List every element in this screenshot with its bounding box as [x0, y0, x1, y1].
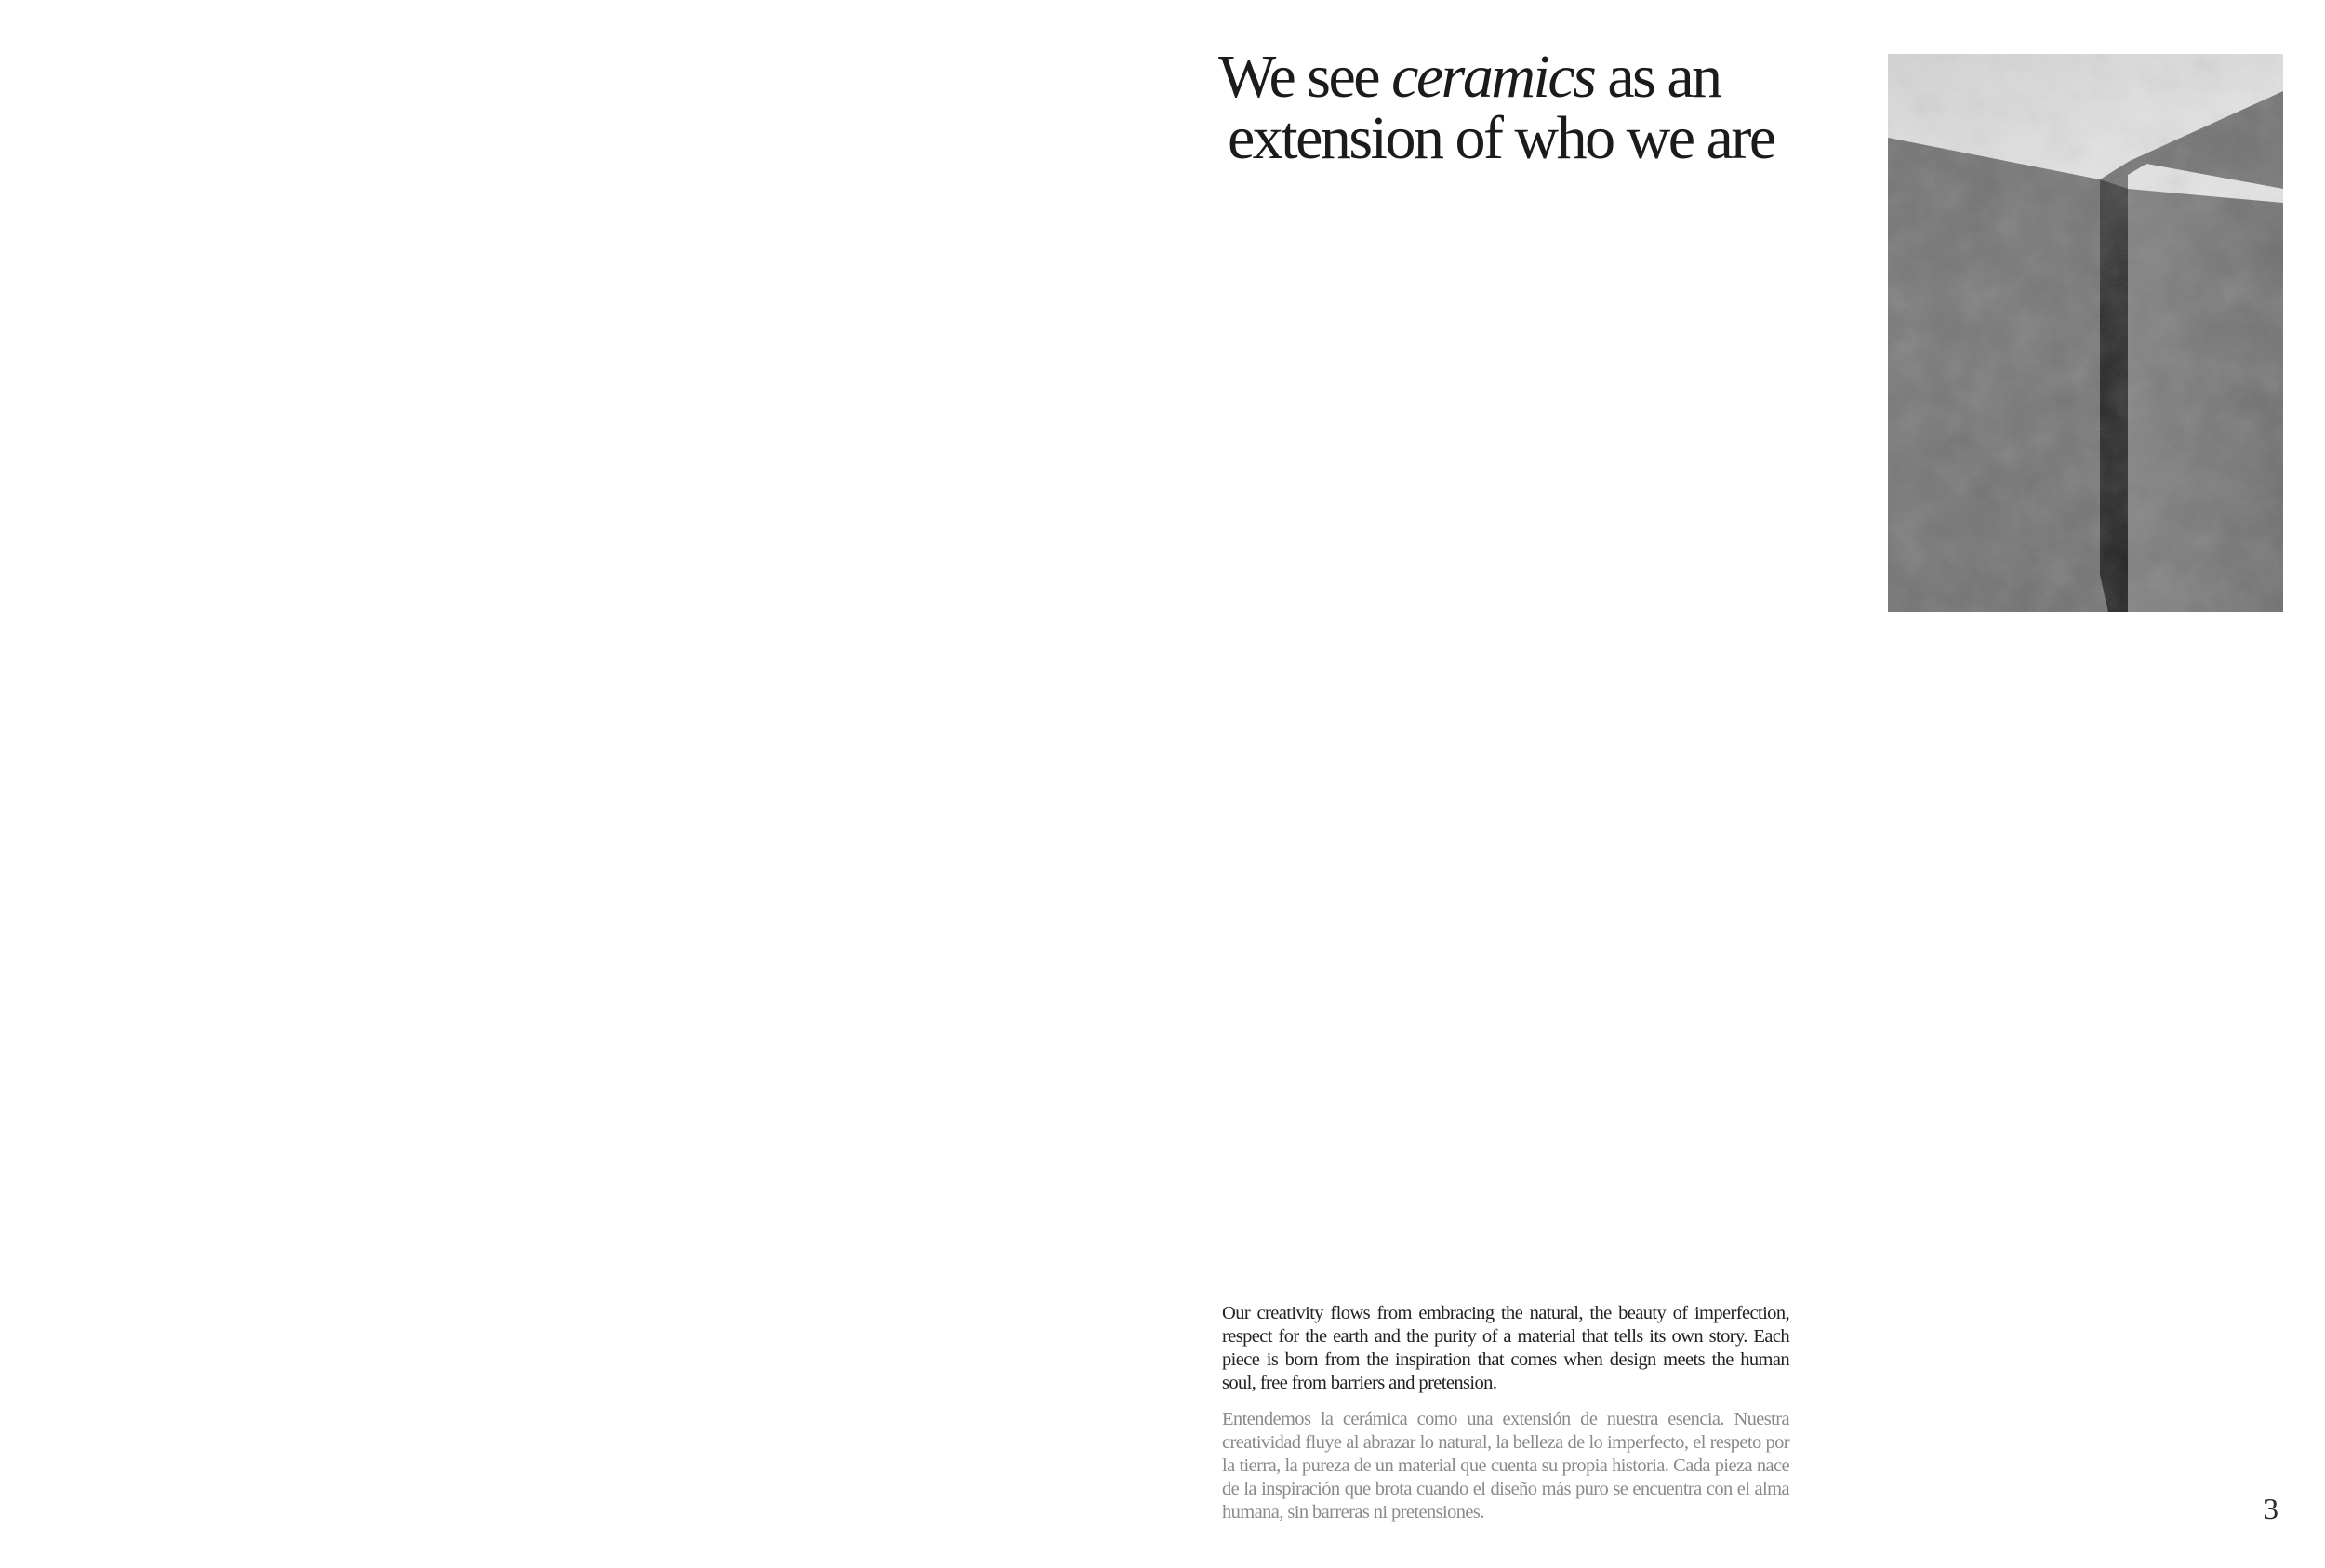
page-number: 3: [2264, 1492, 2278, 1525]
headline-suffix: as an: [1594, 43, 1720, 111]
photo-illustration: [1888, 54, 2283, 612]
headline-line-1: [1218, 43, 1774, 111]
headline-line-2: extension of who we are: [1228, 104, 1774, 172]
body-text-english: Our creativity flows from embracing the natural, the beauty of imperfection, respect for the earth and the purity of a material that tells its own story. Each piece is born from the inspiration that comes when design meets the human soul, free from barriers and pretension.: [1222, 1303, 1789, 1393]
headline-prefix: We see: [1218, 43, 1392, 111]
headline-emphasis: ceramics: [1391, 43, 1595, 111]
page-headline: [1218, 43, 1774, 172]
left-page-blank: [0, 0, 1162, 1568]
concrete-blocks-photo: [1888, 54, 2283, 612]
body-text-spanish: Entendemos la cerámica como una extensión de nuestra esencia. Nuestra creatividad fluye al abrazar lo natural, la belleza de lo imperfecto, el respeto por la tierra, la pureza de un material que cuenta su propia historia. Cada pieza nace de la inspiración que brota cuando el diseño más puro se encuentra con el alma humana, sin barreras ni pretensiones.: [1222, 1409, 1789, 1522]
